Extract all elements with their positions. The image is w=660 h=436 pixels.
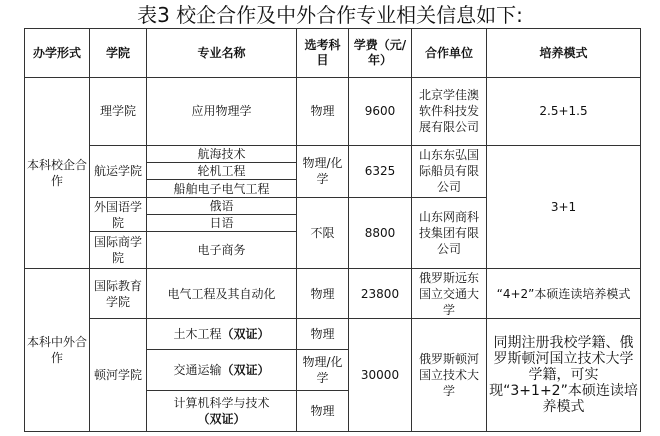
subject-cell: 物理 [297, 269, 349, 319]
form-cell-enterprise: 本科校企合作 [25, 78, 90, 269]
mode-cell: 2.5+1.5 [487, 78, 641, 146]
subject-cell: 物理/化学 [297, 350, 349, 391]
subject-cell: 物理 [297, 78, 349, 146]
dual-cert-tag: （双证） [221, 327, 270, 342]
header-form: 办学形式 [25, 29, 90, 78]
major-cell: 应用物理学 [147, 78, 297, 146]
cooperation-table [24, 28, 641, 432]
subject-cell: 物理 [297, 319, 349, 350]
header-major: 专业名称 [147, 29, 297, 78]
major-cell: 日语 [147, 215, 297, 232]
header-row [25, 29, 641, 78]
subject-cell: 物理 [297, 390, 349, 431]
fee-cell: 9600 [349, 78, 412, 146]
mode-cell: 同期注册我校学籍、俄罗斯顿河国立技术大学学籍，可实现“3+1+2”本硕连读培养模式 [487, 319, 641, 432]
major-cell: 电子商务 [147, 232, 297, 269]
dual-cert-tag: （双证） [221, 363, 270, 378]
fee-cell: 23800 [349, 269, 412, 319]
major-cell: 电气工程及其自动化 [147, 269, 297, 319]
college-cell: 国际商学院 [90, 232, 147, 269]
subject-cell: 物理/化学 [297, 145, 349, 197]
partner-cell: 俄罗斯远东国立交通大学 [412, 269, 487, 319]
table-row [25, 319, 641, 350]
form-cell-sino-foreign: 本科中外合作 [25, 269, 90, 432]
college-cell: 航运学院 [90, 145, 147, 197]
college-cell: 顿河学院 [90, 319, 147, 432]
major-name: 计算机科学与技术 [173, 395, 270, 410]
header-college: 学院 [90, 29, 147, 78]
major-name: 土木工程 [173, 327, 222, 342]
header-mode: 培养模式 [487, 29, 641, 78]
college-cell: 理学院 [90, 78, 147, 146]
header-fee: 学费（元/年） [349, 29, 412, 78]
header-partner: 合作单位 [412, 29, 487, 78]
header-subject: 选考科目 [297, 29, 349, 78]
partner-cell: 北京学佳澳软件科技发展有限公司 [412, 78, 487, 146]
fee-cell: 8800 [349, 197, 412, 269]
major-cell: 船舶电子电气工程 [147, 180, 297, 197]
major-cell [147, 319, 297, 350]
partner-cell: 山东网商科技集团有限公司 [412, 197, 487, 269]
major-cell [147, 350, 297, 391]
table-title: 表3 校企合作及中外合作专业相关信息如下: [137, 3, 523, 27]
college-cell: 国际教育学院 [90, 269, 147, 319]
fee-cell: 30000 [349, 319, 412, 432]
major-cell: 轮机工程 [147, 162, 297, 179]
partner-cell: 山东东弘国际船员有限公司 [412, 145, 487, 197]
major-cell: 航海技术 [147, 145, 297, 162]
table-row [25, 145, 641, 162]
dual-cert-tag: （双证） [197, 411, 246, 426]
college-cell: 外国语学院 [90, 197, 147, 232]
subject-cell: 不限 [297, 197, 349, 269]
mode-cell: 3+1 [487, 145, 641, 269]
partner-cell: 俄罗斯顿河国立技术大学 [412, 319, 487, 432]
major-name: 交通运输 [173, 363, 222, 378]
major-cell [147, 390, 297, 431]
table-row [25, 269, 641, 319]
mode-cell: “4+2”本硕连读培养模式 [487, 269, 641, 319]
table-row [25, 78, 641, 146]
fee-cell: 6325 [349, 145, 412, 197]
major-cell: 俄语 [147, 197, 297, 214]
